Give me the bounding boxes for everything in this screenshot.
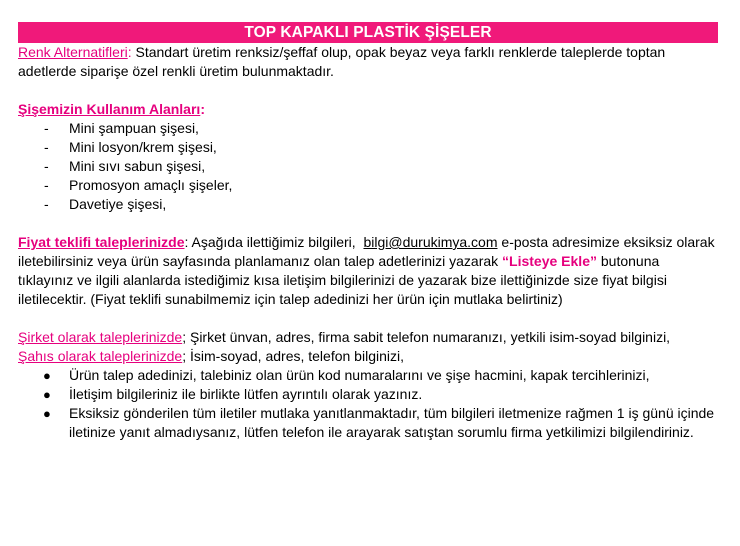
- renk-text: Standart üretim renksiz/şeffaf olup, opak beyaz veya farklı renklerde taleplerde toptan adetlerde siparişe özel renkli üretim bulunmaktadır.: [18, 44, 666, 79]
- sirket-line: Şirket olarak taleplerinizde; Şirket ünvan, adres, firma sabit telefon numaranızı, yetkili isim-soyad bilginizi,: [18, 329, 671, 345]
- sahis-label: Şahıs olarak taleplerinizde: [18, 348, 183, 364]
- talep-bullet-list: [18, 366, 718, 442]
- list-item: - Davetiye şişesi,: [44, 196, 167, 212]
- kullanim-heading: [18, 100, 718, 119]
- email-link[interactable]: bilgi@durukimya.com: [363, 234, 498, 250]
- list-item: ● Eksiksiz gönderilen tüm iletiler mutlaka yanıtlanmaktadır, tüm bilgileri iletmenize rağmen 1 iş günü içinde iletinize yanıt almadıysanız, lütfen telefon ile arayarak satıştan sorumlu firma yetkilimizi bilgilendiriniz.: [43, 405, 715, 440]
- dash-marker: -: [44, 177, 49, 193]
- listeye-ekle-callout: “Listeye Ekle”: [502, 253, 597, 269]
- dash-marker: -: [44, 139, 49, 155]
- kullanim-list: [18, 119, 718, 214]
- fiyat-label: Fiyat teklifi taleplerinizde: [18, 234, 185, 250]
- list-item: ● İletişim bilgileriniz ile birlikte lütfen ayrıntılı olarak yazınız.: [43, 386, 423, 402]
- document-page: [18, 22, 718, 442]
- sirket-label: Şirket olarak taleplerinizde: [18, 329, 183, 345]
- kullanim-label: Şişemizin Kullanım Alanları: [18, 101, 201, 117]
- dash-marker: -: [44, 120, 49, 136]
- renk-label: Renk Alternatifleri: [18, 44, 128, 60]
- dash-marker: -: [44, 158, 49, 174]
- bullet-marker: ●: [43, 387, 51, 402]
- fiyat-paragraph: Fiyat teklifi taleplerinizde: Aşağıda ilettiğimiz bilgileri, bilgi@durukimya.com e-posta adresimize eksiksiz olarak iletebilirsiniz veya ürün sayfasında planlamanız olan talep adetlerinizi yazarak “Listeye Ekle” butonuna tıklayınız ve ilgili alanlarda istediğimiz kısa iletişim bilgilerinizi de yazarak bize ilettiğinizde size fiyat bilgisi iletilecektir. (Fiyat teklifi sunabilmemiz için talep adedinizi her ürün için mutlaka belirtiniz): [18, 234, 715, 307]
- dash-marker: -: [44, 196, 49, 212]
- sahis-line: Şahıs olarak taleplerinizde; İsim-soyad, adres, telefon bilginizi,: [18, 348, 404, 364]
- list-item: ● Ürün talep adedinizi, talebiniz olan ürün kod numaralarını ve şişe hacmini, kapak tercihlerinizi,: [43, 367, 650, 383]
- kullanim-colon: :: [200, 101, 205, 117]
- list-item: - Mini losyon/krem şişesi,: [44, 139, 217, 155]
- bullet-marker: ●: [43, 406, 51, 421]
- bullet-marker: ●: [43, 368, 51, 383]
- list-item: - Promosyon amaçlı şişeler,: [44, 177, 233, 193]
- list-item: - Mini şampuan şişesi,: [44, 120, 199, 136]
- list-item: - Mini sıvı sabun şişesi,: [44, 158, 206, 174]
- page-title: TOP KAPAKLI PLASTİK ŞİŞELER: [18, 22, 718, 43]
- renk-colon: :: [127, 44, 132, 60]
- renk-paragraph: [18, 43, 718, 81]
